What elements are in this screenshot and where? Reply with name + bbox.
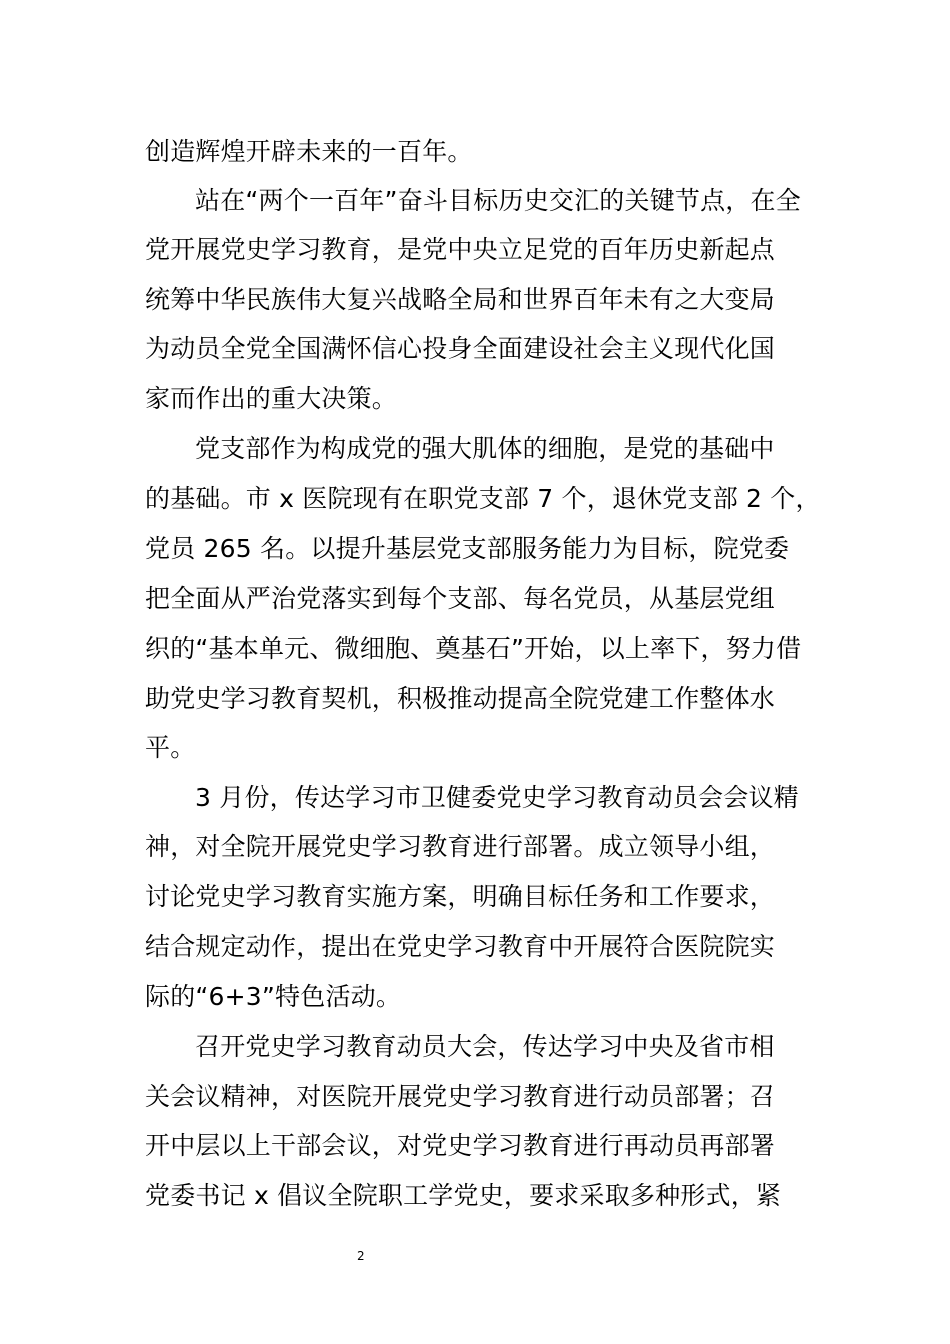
text-line: 党员 265 名。以提升基层党支部服务能力为目标，院党委 [145,534,790,563]
text-line: 把全面从严治党落实到每个支部、每名党员，从基层党组 [145,584,776,613]
text-line: 开中层以上干部会议，对党史学习教育进行再动员再部署 [145,1131,776,1160]
text-line: 为动员全党全国满怀信心投身全面建设社会主义现代化国 [145,334,776,363]
text-line: 关会议精神，对医院开展党史学习教育进行动员部署；召 [145,1082,776,1111]
text-line: 创造辉煌开辟未来的一百年。 [145,137,473,166]
text-line: 神，对全院开展党史学习教育进行部署。成立领导小组， [145,832,776,861]
text-line: 结合规定动作，提出在党史学习教育中开展符合医院院实 [145,932,776,961]
text-line: 的基础。市 x 医院现有在职党支部 7 个，退休党支部 2 个， [145,484,821,513]
text-line: 统筹中华民族伟大复兴战略全局和世界百年未有之大变局 [145,285,776,314]
text-line: 平。 [145,733,196,762]
text-line: 党开展党史学习教育，是党中央立足党的百年历史新起点 [145,235,776,264]
text-line: 际的“6+3”特色活动。 [145,982,402,1011]
text-line: 织的“基本单元、微细胞、奠基石”开始，以上率下，努力借 [145,634,802,663]
paragraph-first-line: 站在“两个一百年”奋斗目标历史交汇的关键节点，在全 [195,186,801,215]
text-line: 家而作出的重大决策。 [145,384,398,413]
text-line: 助党史学习教育契机，积极推动提高全院党建工作整体水 [145,684,776,713]
text-line: 党委书记 x 倡议全院职工学党史，要求采取多种形式，紧 [145,1181,782,1210]
text-line: 讨论党史学习教育实施方案，明确目标任务和工作要求， [145,882,776,911]
paragraph-first-line: 召开党史学习教育动员大会，传达学习中央及省市相 [195,1032,775,1061]
paragraph-first-line: 3 月份，传达学习市卫健委党史学习教育动员会会议精 [195,783,799,812]
page-number: 2 [357,1249,365,1263]
paragraph-first-line: 党支部作为构成党的强大肌体的细胞，是党的基础中 [195,434,775,463]
